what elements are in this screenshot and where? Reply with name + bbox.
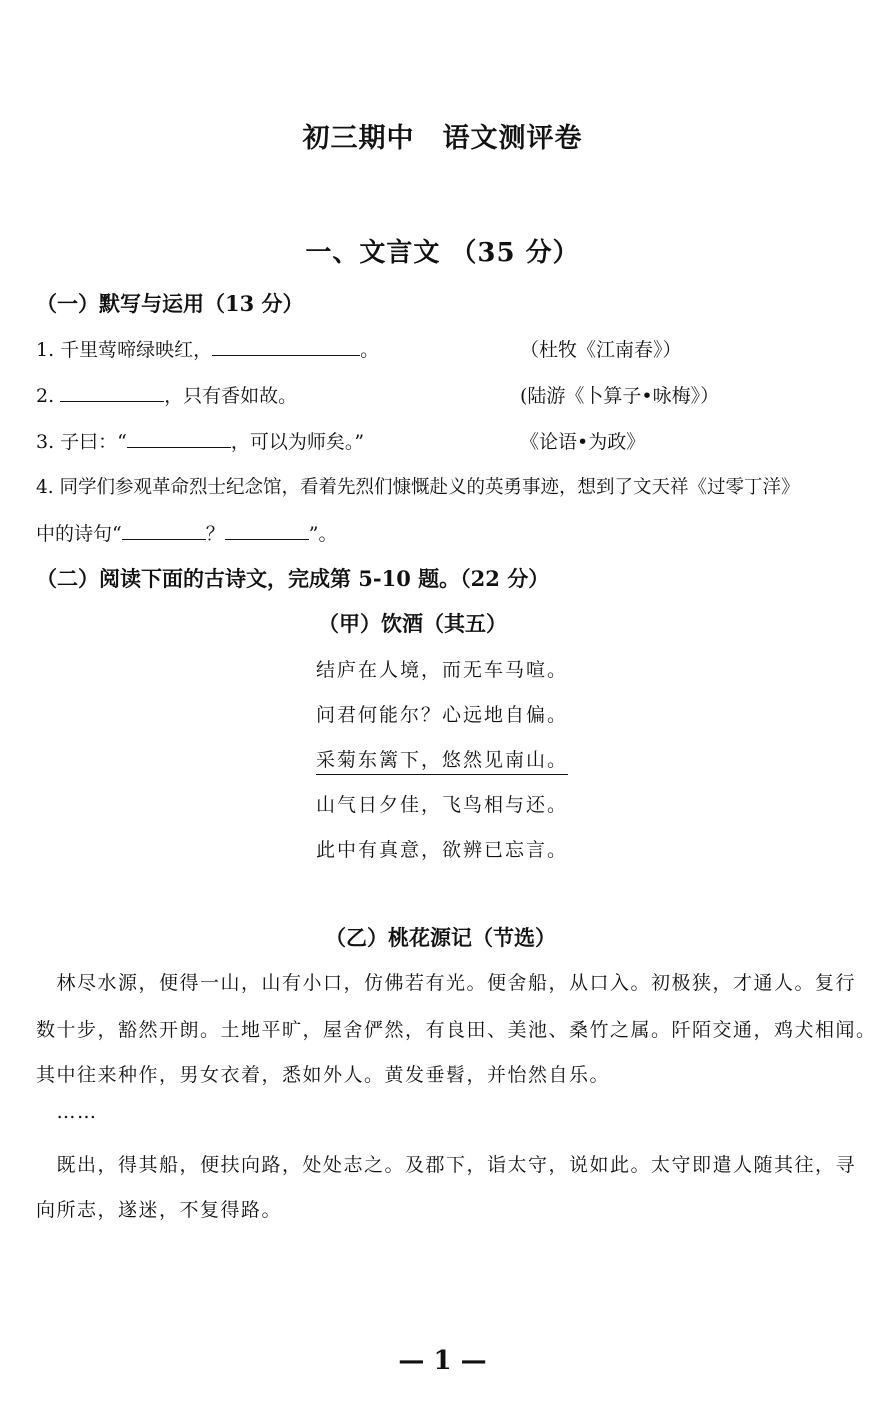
q1-source: （杜牧《江南春》） — [520, 339, 682, 361]
prose-line: 既出，得其船，便扶向路，处处志之。及郡下，诣太守，说如此。太守即遣人随其往，寻 — [36, 1154, 857, 1176]
q2-source: (陆游《卜算子•咏梅》） — [520, 385, 720, 407]
q4-start: 中的诗句“ — [36, 523, 122, 545]
question-1 — [36, 335, 379, 362]
q3-end: ，可以为师矣。” — [230, 431, 365, 453]
prose-ellipsis: …… — [36, 1101, 98, 1123]
question-4-line2 — [36, 519, 337, 546]
question-3 — [36, 427, 364, 454]
q3-answer-blank[interactable] — [127, 429, 231, 448]
q1-end: 。 — [360, 339, 380, 361]
prose-line: 向所志，遂迷，不复得路。 — [36, 1199, 283, 1221]
q2-answer-blank[interactable] — [60, 383, 164, 402]
prose-line: 其中往来种作，男女衣着，悉如外人。黄发垂髫，并怡然自乐。 — [36, 1064, 611, 1086]
q1-answer-blank[interactable] — [212, 337, 360, 356]
question-4-line1: 4. 同学们参观革命烈士纪念馆，看着先烈们慷慨赴义的英勇事迹，想到了文天祥《过零丁洋》 — [36, 477, 800, 498]
q3-source: 《论语•为政》 — [520, 431, 646, 453]
q1-text: 1. 千里莺啼绿映红， — [36, 339, 213, 361]
poem-line: 问君何能尔？心远地自偏。 — [316, 704, 569, 726]
page-number: — 1 — — [398, 1346, 487, 1376]
part2-heading: （二）阅读下面的古诗文，完成第 5-10 题。（22 分） — [36, 566, 550, 591]
q4-mid: ？ — [205, 523, 225, 545]
q2-start: 2. — [36, 385, 61, 407]
page-title: 初三期中 语文测评卷 — [302, 123, 583, 154]
prose-line: 林尽水源，便得一山，山有小口，仿佛若有光。便舍船，从口入。初极狭，才通人。复行 — [36, 972, 857, 994]
poem-title: （甲）饮酒（其五） — [318, 611, 507, 636]
q4-end: ”。 — [308, 523, 338, 545]
poem-line-underlined: 采菊东篱下，悠然见南山。 — [316, 745, 568, 775]
poem-line: 结庐在人境，而无车马喧。 — [316, 659, 569, 681]
q3-text: 3. 子曰：“ — [36, 431, 127, 453]
prose-title: （乙）桃花源记（节选） — [325, 925, 556, 950]
poem-line: 此中有真意，欲辨已忘言。 — [316, 839, 569, 861]
q2-text: ，只有香如故。 — [164, 385, 298, 407]
q4-answer-blank-1[interactable] — [122, 521, 206, 540]
prose-line: 数十步，豁然开朗。土地平旷，屋舍俨然，有良田、美池、桑竹之属。阡陌交通，鸡犬相闻。 — [36, 1019, 877, 1041]
question-2 — [36, 381, 297, 408]
section-heading: 一、文言文 （35 分） — [305, 238, 580, 268]
q4-answer-blank-2[interactable] — [225, 521, 309, 540]
part1-heading: （一）默写与运用（13 分） — [36, 291, 304, 316]
poem-line: 山气日夕佳，飞鸟相与还。 — [316, 794, 569, 816]
